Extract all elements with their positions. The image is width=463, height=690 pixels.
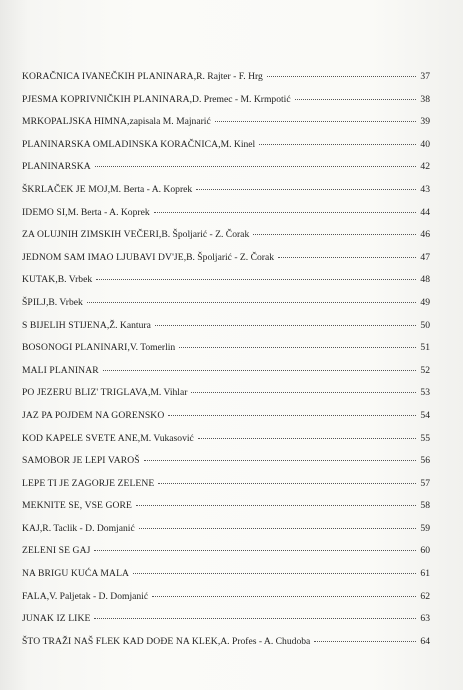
song-title: PJESMA KOPRIVNIČKIH PLANINARA: [22, 93, 190, 105]
song-title: BOSONOGI PLANINARI: [22, 342, 128, 354]
title-author-separator: ,: [39, 522, 43, 534]
song-authors: B. Vrbek: [48, 296, 83, 308]
dot-leader: [295, 99, 416, 100]
page-number: 53: [420, 387, 430, 399]
page-number: 40: [420, 138, 430, 150]
song-title: ŠTO TRAŽI NAŠ FLEK KAD DOĐE NA KLEK: [22, 635, 218, 647]
song-authors: R. Rajter - F. Hrg: [196, 71, 263, 82]
dot-leader: [158, 483, 416, 484]
title-author-separator: ,: [45, 296, 49, 308]
page-number: 37: [420, 71, 430, 82]
song-title: JUNAK IZ LIKE: [22, 613, 91, 625]
dot-leader: [95, 166, 416, 167]
toc-entry: [22, 636, 430, 659]
page-number: 39: [420, 116, 430, 128]
song-title: PLANINARSKA: [22, 161, 91, 173]
title-author-separator: ,: [107, 183, 111, 195]
dot-leader: [96, 279, 416, 280]
song-title: ŠKRLAČEK JE MOJ: [22, 183, 108, 195]
toc-entry: [22, 71, 430, 94]
dot-leader: [154, 212, 416, 213]
dot-leader: [155, 325, 416, 326]
title-author-separator: ,: [55, 274, 58, 286]
song-title: S BIJELIH STIJENA: [22, 319, 107, 331]
song-title: LEPE TI JE ZAGORJE ZELENE: [22, 477, 155, 489]
song-title: JAZ PA POJDEM NA GORENSKO: [22, 409, 165, 421]
title-author-separator: ,: [158, 229, 162, 241]
toc-entry: [22, 500, 430, 523]
dot-leader: [94, 550, 416, 551]
song-title: ZA OLUJNIH ZIMSKIH VEČERI: [22, 229, 159, 241]
toc-entry: [22, 184, 430, 207]
song-authors: zapisala M. Majnarić: [129, 116, 211, 128]
toc-entry: [22, 342, 430, 365]
dot-leader: [139, 528, 416, 529]
song-authors: B. Špoljarić - Z. Čorak: [161, 229, 250, 241]
page-number: 54: [420, 409, 430, 421]
song-title: PLANINARSKA OMLADINSKA KORAČNICA: [22, 138, 219, 150]
dot-leader: [278, 257, 416, 258]
dot-leader: [267, 76, 416, 77]
title-author-separator: ,: [65, 206, 68, 218]
page-number: 59: [420, 522, 430, 534]
page-number: 48: [420, 274, 430, 286]
song-title: MALI PLANINAR: [22, 364, 99, 376]
title-author-separator: ,: [189, 93, 193, 105]
song-title: KOD KAPELE SVETE ANE: [22, 432, 138, 444]
dot-leader: [168, 415, 416, 416]
song-title: NA BRIGU KUĆA MALA: [22, 568, 130, 580]
page-number: 60: [420, 545, 430, 557]
title-author-separator: ,: [218, 138, 221, 150]
song-authors: M. Kinel: [220, 138, 256, 150]
song-title: ZELENI SE GAJ: [22, 545, 91, 557]
toc-entry: [22, 365, 430, 388]
song-authors: D. Premec - M. Krmpotić: [192, 93, 291, 105]
title-author-separator: ,: [127, 342, 130, 354]
dot-leader: [259, 144, 416, 145]
title-author-separator: ,: [217, 635, 221, 647]
song-authors: R. Taclik - D. Domjanić: [42, 522, 135, 534]
page-number: 46: [420, 229, 430, 241]
toc-entry: [22, 523, 430, 546]
song-title: FALA: [22, 590, 47, 602]
song-title: MEKNITE SE, VSE GORE: [22, 500, 133, 512]
dot-leader: [191, 392, 416, 393]
song-authors: V. Tomerlin: [129, 342, 176, 354]
song-authors: A. Profes - A. Chudoba: [220, 635, 311, 647]
toc-entry: [22, 613, 430, 636]
dot-leader: [94, 618, 416, 619]
dot-leader: [198, 438, 416, 439]
page-number: 52: [420, 364, 430, 376]
title-author-separator: ,: [183, 251, 187, 263]
page-number: 47: [420, 251, 430, 263]
toc-entry: [22, 116, 430, 139]
toc-entry: [22, 568, 430, 591]
song-authors: V. Paljetak - D. Domjanić: [49, 590, 149, 602]
toc-entry: [22, 320, 430, 343]
song-title: IDEMO SI: [22, 206, 66, 218]
toc-entry: [22, 591, 430, 614]
page-number: 51: [420, 342, 430, 354]
page-number: 62: [420, 590, 430, 602]
page-number: 38: [420, 93, 430, 105]
toc-entry: [22, 229, 430, 252]
dot-leader: [253, 234, 416, 235]
table-of-contents: [22, 71, 430, 658]
song-authors: Ž. Kantura: [109, 319, 151, 331]
page-number: 61: [420, 568, 430, 580]
dot-leader: [152, 596, 416, 597]
page-number: 50: [420, 319, 430, 331]
song-title: JEDNOM SAM IMAO LJUBAVI DV'JE: [22, 251, 184, 263]
song-authors: M. Vihlar: [150, 387, 188, 399]
song-authors: M. Berta - A. Koprek: [67, 206, 150, 218]
toc-entry: [22, 207, 430, 230]
dot-leader: [87, 302, 416, 303]
song-title: MRKOPALJSKA HIMNA: [22, 116, 128, 128]
title-author-separator: ,: [46, 590, 50, 602]
title-author-separator: ,: [193, 71, 197, 82]
page-number: 57: [420, 477, 430, 489]
toc-entry: [22, 455, 430, 478]
show-through-text: [0, 30, 463, 46]
dot-leader: [103, 370, 416, 371]
title-author-separator: ,: [137, 432, 141, 444]
page-number: 49: [420, 296, 430, 308]
page-number: 44: [420, 206, 430, 218]
page-number: 42: [420, 161, 430, 173]
toc-entry: [22, 410, 430, 433]
page-number: 58: [420, 500, 430, 512]
song-authors: B. Vrbek: [57, 274, 93, 286]
page-number: 63: [420, 613, 430, 625]
toc-entry: [22, 433, 430, 456]
toc-entry: [22, 274, 430, 297]
song-title: SAMOBOR JE LEPI VAROŠ: [22, 455, 140, 467]
title-author-separator: ,: [147, 387, 151, 399]
dot-leader: [314, 641, 416, 642]
toc-entry: [22, 478, 430, 501]
song-title: KAJ: [22, 522, 40, 534]
toc-entry: [22, 94, 430, 117]
toc-entry: [22, 139, 430, 162]
dot-leader: [215, 121, 416, 122]
page-number: 55: [420, 432, 430, 444]
dot-leader: [136, 505, 416, 506]
toc-entry: [22, 161, 430, 184]
song-authors: B. Špoljarić - Z. Čorak: [186, 251, 275, 263]
song-title: KUTAK: [22, 274, 56, 286]
dot-leader: [144, 460, 416, 461]
toc-entry: [22, 387, 430, 410]
song-authors: M. Vukasović: [140, 432, 194, 444]
toc-entry: [22, 252, 430, 275]
song-title: ŠPILJ: [22, 296, 46, 308]
dot-leader: [133, 573, 416, 574]
title-author-separator: ,: [127, 116, 130, 128]
toc-entry: [22, 545, 430, 568]
page-number: 64: [420, 635, 430, 647]
song-title: PO JEZERU BLIZ' TRIGLAVA: [22, 387, 148, 399]
song-title: KORAČNICA IVANEČKIH PLANINARA: [22, 71, 194, 82]
song-authors: M. Berta - A. Koprek: [110, 183, 193, 195]
title-author-separator: ,: [106, 319, 110, 331]
page-number: 43: [420, 183, 430, 195]
toc-entry: [22, 297, 430, 320]
page-number: 56: [420, 455, 430, 467]
dot-leader: [196, 189, 416, 190]
dot-leader: [179, 347, 416, 348]
